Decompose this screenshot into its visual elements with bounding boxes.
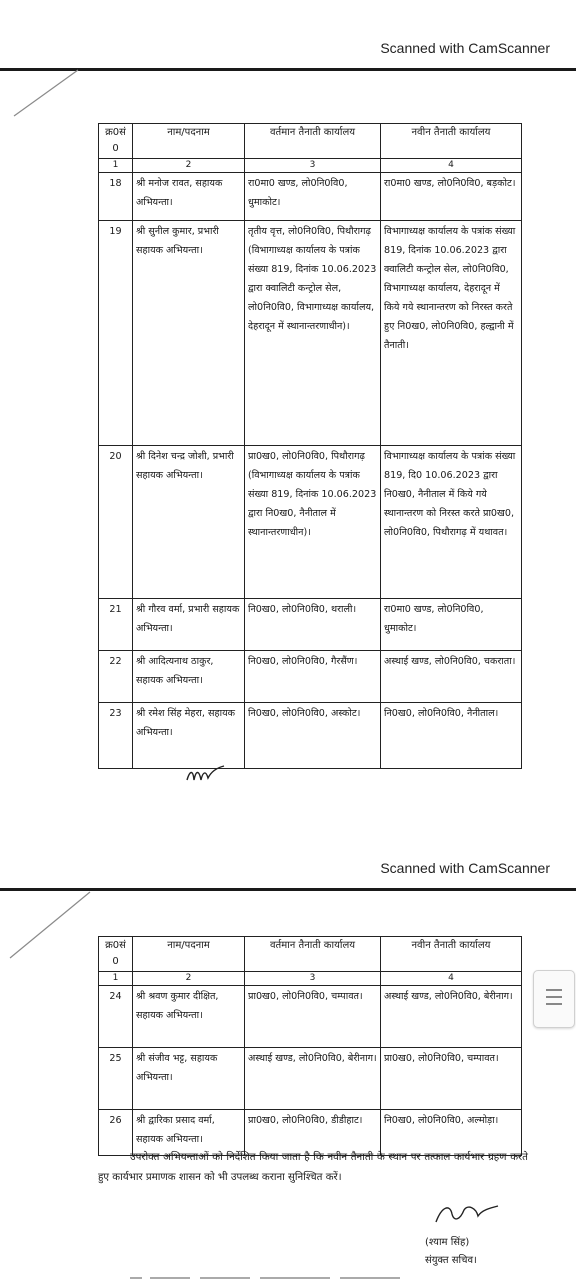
row-new-posting: अस्थाई खण्ड, लो0नि0वि0, बेरीनाग। [381,986,522,1048]
header-name: नाम/पदनाम [133,124,245,159]
header-current-posting: वर्तमान तैनाती कार्यालय [245,937,381,972]
column-number: 4 [381,159,522,173]
page-1-top-rule [0,68,576,71]
row-new-posting: नि0ख0, लो0नि0वि0, नैनीताल। [381,703,522,769]
row-current-posting: नि0ख0, लो0नि0वि0, गैरसैंण। [245,651,381,703]
row-serial: 22 [99,651,133,703]
row-serial: 23 [99,703,133,769]
pencil-stroke-1 [12,68,82,118]
row-serial: 18 [99,173,133,221]
initials-scribble [184,762,228,788]
row-current-posting: प्रा0ख0, लो0नि0वि0, पिथौरागढ़ (विभागाध्यक्ष कार्यालय के पत्रांक संख्या 819, दिनांक 10.06.2023 द्वारा नि0ख0, नैनीताल में स्थानान्तरणाधीन)। [245,446,381,599]
camscanner-watermark-1: Scanned with CamScanner [380,40,550,56]
row-name: श्री गौरव वर्मा, प्रभारी सहायक अभियन्ता। [133,599,245,651]
row-name: श्री द्वारिका प्रसाद वर्मा, सहायक अभियन्ता। [133,1110,245,1156]
row-name: श्री सुनील कुमार, प्रभारी सहायक अभियन्ता। [133,221,245,446]
row-serial: 25 [99,1048,133,1110]
row-serial: 21 [99,599,133,651]
pencil-stroke-2 [8,890,94,960]
header-new-posting: नवीन तैनाती कार्यालय [381,937,522,972]
table-row [99,1048,522,1110]
signatory-name: (श्याम सिंह) [425,1237,470,1248]
row-current-posting: रा0मा0 खण्ड, लो0नि0वि0, धुमाकोट। [245,173,381,221]
table-row [99,173,522,221]
signatory-designation: संयुक्त सचिव। [425,1255,477,1266]
row-name: श्री आदित्यनाथ ठाकुर, सहायक अभियन्ता। [133,651,245,703]
transfer-table-page-1 [98,123,522,769]
transfer-table-page-2 [98,936,522,1156]
header-new-posting: नवीन तैनाती कार्यालय [381,124,522,159]
column-number-row [99,972,522,986]
header-name: नाम/पदनाम [133,937,245,972]
row-current-posting: तृतीय वृत्त, लो0नि0वि0, पिथौरागढ़ (विभागाध्यक्ष कार्यालय के पत्रांक संख्या 819, दिनांक 10.06.2023 द्वारा क्वालिटी कन्ट्रोल सेल, लो0नि0वि0, विभागाध्यक्ष कार्यालय, देहरादून में स्थानान्तरणाधीन)। [245,221,381,446]
row-serial: 26 [99,1110,133,1156]
table-row [99,599,522,651]
column-number: 2 [133,972,245,986]
scroll-handle[interactable] [533,970,575,1028]
row-new-posting: विभागाध्यक्ष कार्यालय के पत्रांक संख्या 819, दि0 10.06.2023 द्वारा नि0ख0, नैनीताल में किये गये स्थानान्तरण को निरस्त करते प्रा0ख0, लो0नि0वि0, पिथौरागढ़ में यथावत। [381,446,522,599]
column-number: 1 [99,972,133,986]
table-row [99,446,522,599]
header-serial: क्र0सं0 [99,124,133,159]
cut-off-footer-line [130,1270,410,1280]
row-name: श्री मनोज रावत, सहायक अभियन्ता। [133,173,245,221]
table-row [99,221,522,446]
row-current-posting: नि0ख0, लो0नि0वि0, थराली। [245,599,381,651]
row-new-posting: अस्थाई खण्ड, लो0नि0वि0, चकराता। [381,651,522,703]
row-new-posting: नि0ख0, लो0नि0वि0, अल्मोड़ा। [381,1110,522,1156]
column-number: 4 [381,972,522,986]
row-name: श्री संजीव भट्ट, सहायक अभियन्ता। [133,1048,245,1110]
table-header-row [99,937,522,972]
closing-instruction-paragraph: उपरोक्त अभियन्ताओं को निर्देशित किया जाता है कि नवीन तैनाती के स्थान पर तत्काल कार्यभार ग्रहण करते हुए कार्यभार प्रमाणक शासन को भी उपलब्ध कराना सुनिश्चित करें। [98,1152,528,1183]
column-number: 1 [99,159,133,173]
row-current-posting: अस्थाई खण्ड, लो0नि0वि0, बेरीनाग। [245,1048,381,1110]
row-current-posting: प्रा0ख0, लो0नि0वि0, डीडीहाट। [245,1110,381,1156]
row-new-posting: विभागाध्यक्ष कार्यालय के पत्रांक संख्या 819, दिनांक 10.06.2023 द्वारा क्वालिटी कन्ट्रोल सेल, लो0नि0वि0, विभागाध्यक्ष कार्यालय, देहरादून में किये गये स्थानान्तरण को निरस्त करते हुए नि0ख0, लो0नि0वि0, हल्द्वानी में तैनाती। [381,221,522,446]
header-serial: क्र0सं0 [99,937,133,972]
table-row [99,703,522,769]
row-serial: 19 [99,221,133,446]
table-row [99,986,522,1048]
row-name: श्री श्रवण कुमार दीक्षित, सहायक अभियन्ता। [133,986,245,1048]
table-row [99,651,522,703]
header-current-posting: वर्तमान तैनाती कार्यालय [245,124,381,159]
row-serial: 20 [99,446,133,599]
camscanner-watermark-2: Scanned with CamScanner [380,860,550,876]
row-new-posting: रा0मा0 खण्ड, लो0नि0वि0, बड़कोट। [381,173,522,221]
table-header-row [99,124,522,159]
row-new-posting: रा0मा0 खण्ड, लो0नि0वि0, धुमाकोट। [381,599,522,651]
column-number: 2 [133,159,245,173]
row-current-posting: प्रा0ख0, लो0नि0वि0, चम्पावत। [245,986,381,1048]
signature [432,1200,502,1228]
row-name: श्री दिनेश चन्द्र जोशी, प्रभारी सहायक अभियन्ता। [133,446,245,599]
row-current-posting: नि0ख0, लो0नि0वि0, अस्कोट। [245,703,381,769]
row-serial: 24 [99,986,133,1048]
column-number-row [99,159,522,173]
column-number: 3 [245,972,381,986]
row-new-posting: प्रा0ख0, लो0नि0वि0, चम्पावत। [381,1048,522,1110]
column-number: 3 [245,159,381,173]
row-name: श्री रमेश सिंह मेहरा, सहायक अभियन्ता। [133,703,245,769]
